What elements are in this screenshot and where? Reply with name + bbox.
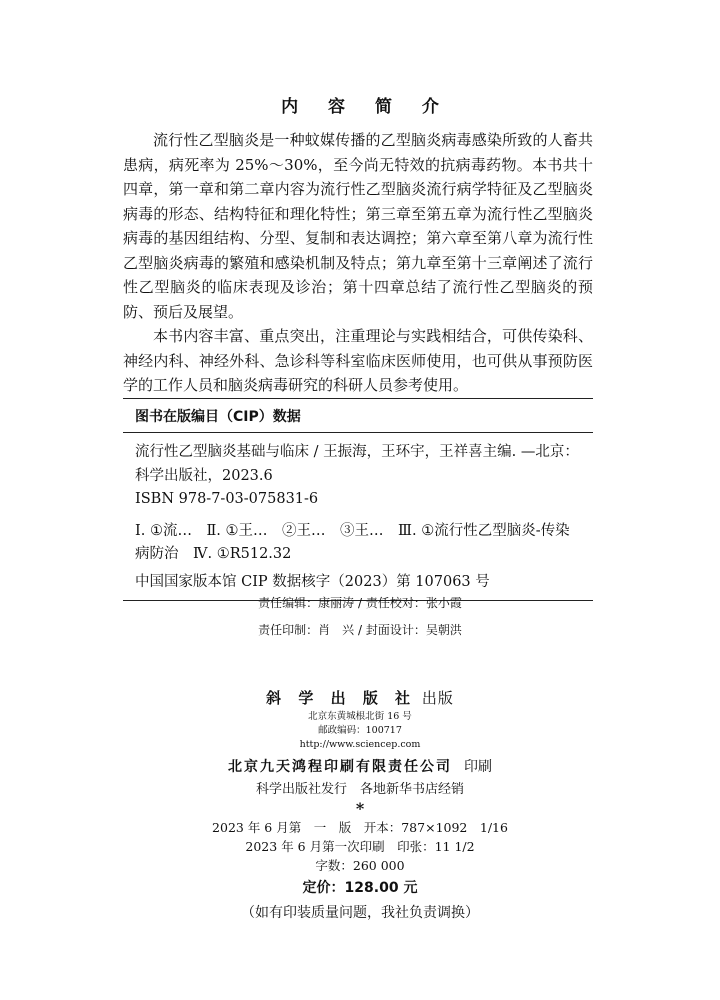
publisher-line: [0, 686, 720, 710]
cip-body: [123, 433, 593, 600]
content-summary: [123, 128, 593, 398]
separator-asterisk: *: [355, 799, 365, 818]
cip-title-line: 流行性乙型脑炎基础与临床 / 王振海，王环宇，王祥喜主编. —北京：科学出版社，2023.6: [135, 444, 579, 484]
publisher-postcode: 邮政编码：100717: [318, 725, 402, 736]
cip-record-number: 中国国家版本馆 CIP 数据核字（2023）第 107063 号: [135, 573, 490, 590]
word-count: 字数：260 000: [315, 858, 405, 873]
publisher-address: 北京东黄城根北街 16 号: [308, 711, 412, 722]
staff-line-print-cover: 责任印制：肖 兴 / 封面设计：吴朝洪: [258, 623, 462, 637]
distribution-line: 科学出版社发行 各地新华书店经销: [255, 782, 464, 797]
cip-isbn: ISBN 978-7-03-075831-6: [135, 491, 319, 507]
summary-paragraph-1: 流行性乙型脑炎是一种蚊媒传播的乙型脑炎病毒感染所致的人畜共患病，病死率为 25%～30%，至今尚无特效的抗病毒药物。本书共十四章，第一章和第二章内容为流行性乙型脑炎流行病学特征及乙型脑炎病毒的形态、结构特征和理化特性；第三章至第五章为流行性乙型脑炎病毒的基因组结构、分型、复制和表达调控；第六章至第八章为流行性乙型脑炎病毒的繁殖和感染机制及特点；第九章至第十三章阐述了流行性乙型脑炎的临床表现及诊治；第十四章总结了流行性乙型脑炎的预防、预后及展望。: [123, 131, 593, 321]
summary-paragraph-2: 本书内容丰富、重点突出，注重理论与实践相结合，可供传染科、神经内科、神经外科、急诊科等科室临床医师使用，也可供从事预防医学的工作人员和脑炎病毒研究的科研人员参考使用。: [123, 327, 593, 394]
printer-suffix: 印刷: [464, 759, 492, 775]
publisher-logo-text: 斜 学 出 版 社: [266, 689, 417, 707]
edition-line-1: 2023 年 6 月第 一 版 开本：787×1092 1/16: [212, 820, 508, 835]
cip-classification: Ⅰ. ①流… Ⅱ. ①王… ②王… ③王… Ⅲ. ①流行性乙型脑炎-传染病防治 Ⅳ. ①R512.32: [135, 522, 570, 562]
quality-notice: （如有印装质量问题，我社负责调换）: [241, 905, 479, 921]
publisher-url: http://www.sciencep.com: [299, 739, 421, 750]
printer-line: [0, 754, 720, 780]
price: 定价：128.00 元: [302, 880, 418, 896]
page-title: 内 容 简 介: [281, 97, 451, 117]
staff-line-editors: 责任编辑：康丽涛 / 责任校对：张小霞: [258, 596, 462, 610]
printer-name: 北京九天鸿程印刷有限责任公司: [228, 759, 452, 775]
edition-line-2: 2023 年 6 月第一次印刷 印张：11 1/2: [245, 839, 475, 854]
publisher-suffix: 出版: [421, 689, 454, 707]
cip-header: 图书在版编目（CIP）数据: [123, 399, 593, 433]
cip-data-box: [123, 398, 593, 601]
imprint-block: [0, 686, 720, 925]
staff-credits: [0, 590, 720, 644]
